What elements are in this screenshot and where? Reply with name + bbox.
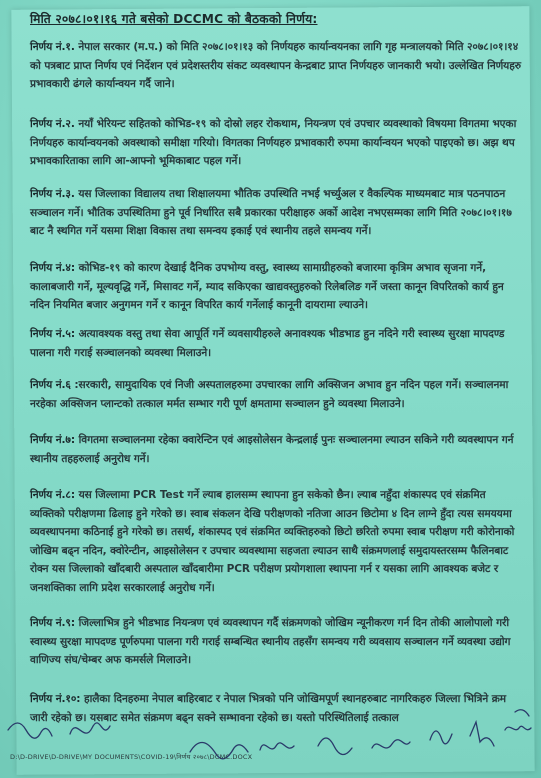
decision-text: यस जिल्लाका विद्यालय तथा शिक्षालयमा भौतिक उपस्थिति नभई भर्च्युअल र वैकल्पिक माध्यमबाट मात्र पठनपाठन सञ्चालन गर्ने। भौतिक उपस्थितिमा हुने पूर्व निर्धारित सबै प्रकारका परीक्षाहरु अर्को आदेश नभएसम्मका लागि मिति २०७८।०१।१७ बाट नै स्थगित गर्ने यसमा शिक्षा विकास तथा समन्वय इकाई एवं स्थानीय तहले समन्वय गर्ने।: [30, 188, 512, 238]
signature-1: [8, 723, 52, 738]
decision-text: यस जिल्लामा PCR Test गर्ने ल्याब हालसम्म स्थापना हुन सकेको छैन। ल्याब नहुँदा शंकास्पद एवं संक्रमित व्यक्तिको परीक्षणमा ढिलाइ हुने गरेको छ। स्वाब संकलन देखि परीक्षणको नतिजा आउन छिटोमा ४ दिन लाग्ने हुँदा त्यस समययमा व्यवस्थापनमा कठिनाई हुने गरेको छ। तसर्थ, शंकास्पद एवं संक्रमित व्यक्तिहरुको छिटो छरितो रुपमा स्वाब परीक्षण गरी कोरोनाको जोखिम बढ्न नदिन, क्वोरेन्टीन, आइसोलेसन र उपचार व्यवस्थामा सहजता ल्याउन साथै संक्रमणलाई समुदायस्तरसम्म फैलिनबाट रोक्न यस जिल्लाको खाँदबारी अस्पताल खाँदबारीमा PCR परीक्षण प्रयोगशाला स्थापना गर्न र यसका लागि आवश्यक बजेट र जनशक्तिका लागि प्रदेश सरकारलाई अनुरोध गर्ने।: [30, 489, 515, 594]
decision-7: [30, 431, 522, 468]
signature-6: [372, 740, 410, 748]
signatures: [0, 700, 541, 778]
decision-label: निर्णय नं.८:: [30, 489, 75, 501]
signature-7: [430, 731, 452, 744]
decision-8: [30, 486, 522, 598]
decision-text: :सरकारी, सामुदायिक एवं निजी अस्पतालहरुमा उपचारका लागि अक्सिजन अभाव हुन नदिन पहल गर्ने। सञ्चालनमा नरहेका अक्सिजन प्लान्टको तत्काल मर्मत सम्भार गरी पूर्ण क्षमतामा सञ्चालन हुने व्यवस्था मिलाउने।: [30, 379, 509, 410]
signature-2: [70, 723, 110, 734]
signature-8: [470, 722, 494, 746]
decision-label: निर्णय नं.९:: [30, 617, 75, 629]
decision-label: निर्णय नं.४:: [30, 262, 75, 274]
decision-text: जिल्लाभित्र हुने भीडभाड नियन्त्रण एवं व्यवस्थापन गर्दै संक्रमणको जोखिम न्यूनीकरण गर्न दिन तोकी आलोपालो गरी स्वास्थ्य सुरक्षा मापदण्ड पूर्णरुपमा पालना गरी गराई सम्बन्धित स्थानीय तहसँग समन्वय गरी व्यवसाय सञ्चालन गर्ने व्यवस्था उद्योग वाणिज्य संघ/चेम्बर अफ कमर्सले मिलाउने।: [30, 617, 511, 667]
signature-4: [260, 743, 294, 750]
decision-text: कोभिड-१९ को कारण देखाई दैनिक उपभोग्य वस्तु, स्वास्थ्य सामाग्रीहरुको बजारमा कृत्रिम अभाव सृजना गर्ने, कालाबजारी गर्ने, मूल्यवृद्धि गर्ने, मिसावट गर्ने, म्याद सकिएका खाद्यवस्तुहरुको रिलेबलिङ गर्ने जस्ता कानून विपरितको कार्य हुन नदिन नियमित बजार अनुगमन गर्ने र कानून विपरित कार्य गर्नेलाई कानूनी दायरामा ल्याउने।: [30, 262, 504, 312]
decision-label: निर्णय नं.७:: [30, 434, 75, 446]
decision-6: [30, 376, 522, 413]
decision-text: नेपाल सरकार (म.प.) को मिति २०७८।०१।१३ को निर्णयहरु कार्यान्वयनका लागि गृह मन्त्रालयको मिति २०७८।०१।१४ को पत्रबाट प्राप्त निर्णय एवं निर्देशन एवं प्रदेशस्तरीय संकट व्यवस्थापन केन्द्रबाट प्राप्त निर्णयहरु जानकारी भयो। उल्लेखित निर्णयहरु प्रभावकारी ढंगले कार्यान्वयन गर्दै जाने।: [30, 41, 521, 91]
decision-label: निर्णय नं.३.: [30, 188, 75, 200]
decision-text: विगतमा सञ्चालनमा रहेका क्वारेन्टिन एवं आइसोलेसन केन्द्रलाई पुनः सञ्चालनमा ल्याउन सकिने गरी व्यवस्थापन गर्न स्थानीय तहहरुलाई अनुरोध गर्ने।: [30, 434, 514, 465]
signature-5: [318, 738, 352, 755]
decision-label: निर्णय नं.१.: [30, 41, 75, 53]
decision-text: हालैका दिनहरुमा नेपाल बाहिरबाट र नेपाल भित्रको पनि जोखिमपूर्ण स्थानहरुबाट नागरिकहरु जिल्ला भित्रिने क्रम जारी रहेको छ। यसबाट समेत संक्रमण बढ्न सक्ने सम्भावना रहेको छ। यस्तो परिस्थितिलाई तत्काल: [30, 693, 507, 724]
decision-2: [30, 115, 522, 171]
decision-text: नयाँ भेरियन्ट सहितको कोभिड-१९ को दोस्रो लहर रोकथाम, नियन्त्रण एवं उपचार व्यवस्थाको विषयमा विगतमा भएका निर्णयहरु कार्यान्वयनको अवस्थाको समीक्षा गरियो। विगतका निर्णयहरु प्रभावकारी रुपमा कार्यान्वयन भएको पाइएको छ। अझ थप प्रभावकारिताका लागि आ-आफ्नो भूमिकाबाट पहल गर्ने।: [30, 118, 517, 168]
decision-4: [30, 259, 522, 315]
decision-9: [30, 614, 522, 670]
decision-3: [30, 185, 522, 241]
file-path-footer: D:\D-DRIVE\D-DRIVE\MY DOCUMENTS\COVID-19\निर्णय २०७८\DCMC.DOCX: [10, 753, 253, 761]
decision-text: अत्यावश्यक वस्तु तथा सेवा आपूर्ति गर्ने व्यवसायीहरुले अनावश्यक भीडभाड हुन नदिने गरी स्वास्थ्य सुरक्षा मापदण्ड पालना गरी गराई सञ्चालनको व्यवस्था मिलाउने।: [30, 328, 505, 359]
decision-label: निर्णय नं.६: [30, 379, 71, 391]
signature-10: [515, 710, 529, 716]
signature-9: [505, 726, 531, 730]
decision-5: [30, 325, 522, 362]
decision-label: निर्णय नं.१०:: [30, 693, 81, 705]
decision-1: [30, 38, 522, 94]
page-title: मिति २०७८।०१।१६ गते बसेको DCCMC को बैठकको निर्णय:: [30, 12, 318, 26]
decision-label: निर्णय नं.५:: [30, 328, 75, 340]
decision-label: निर्णय नं.२.: [30, 118, 75, 130]
